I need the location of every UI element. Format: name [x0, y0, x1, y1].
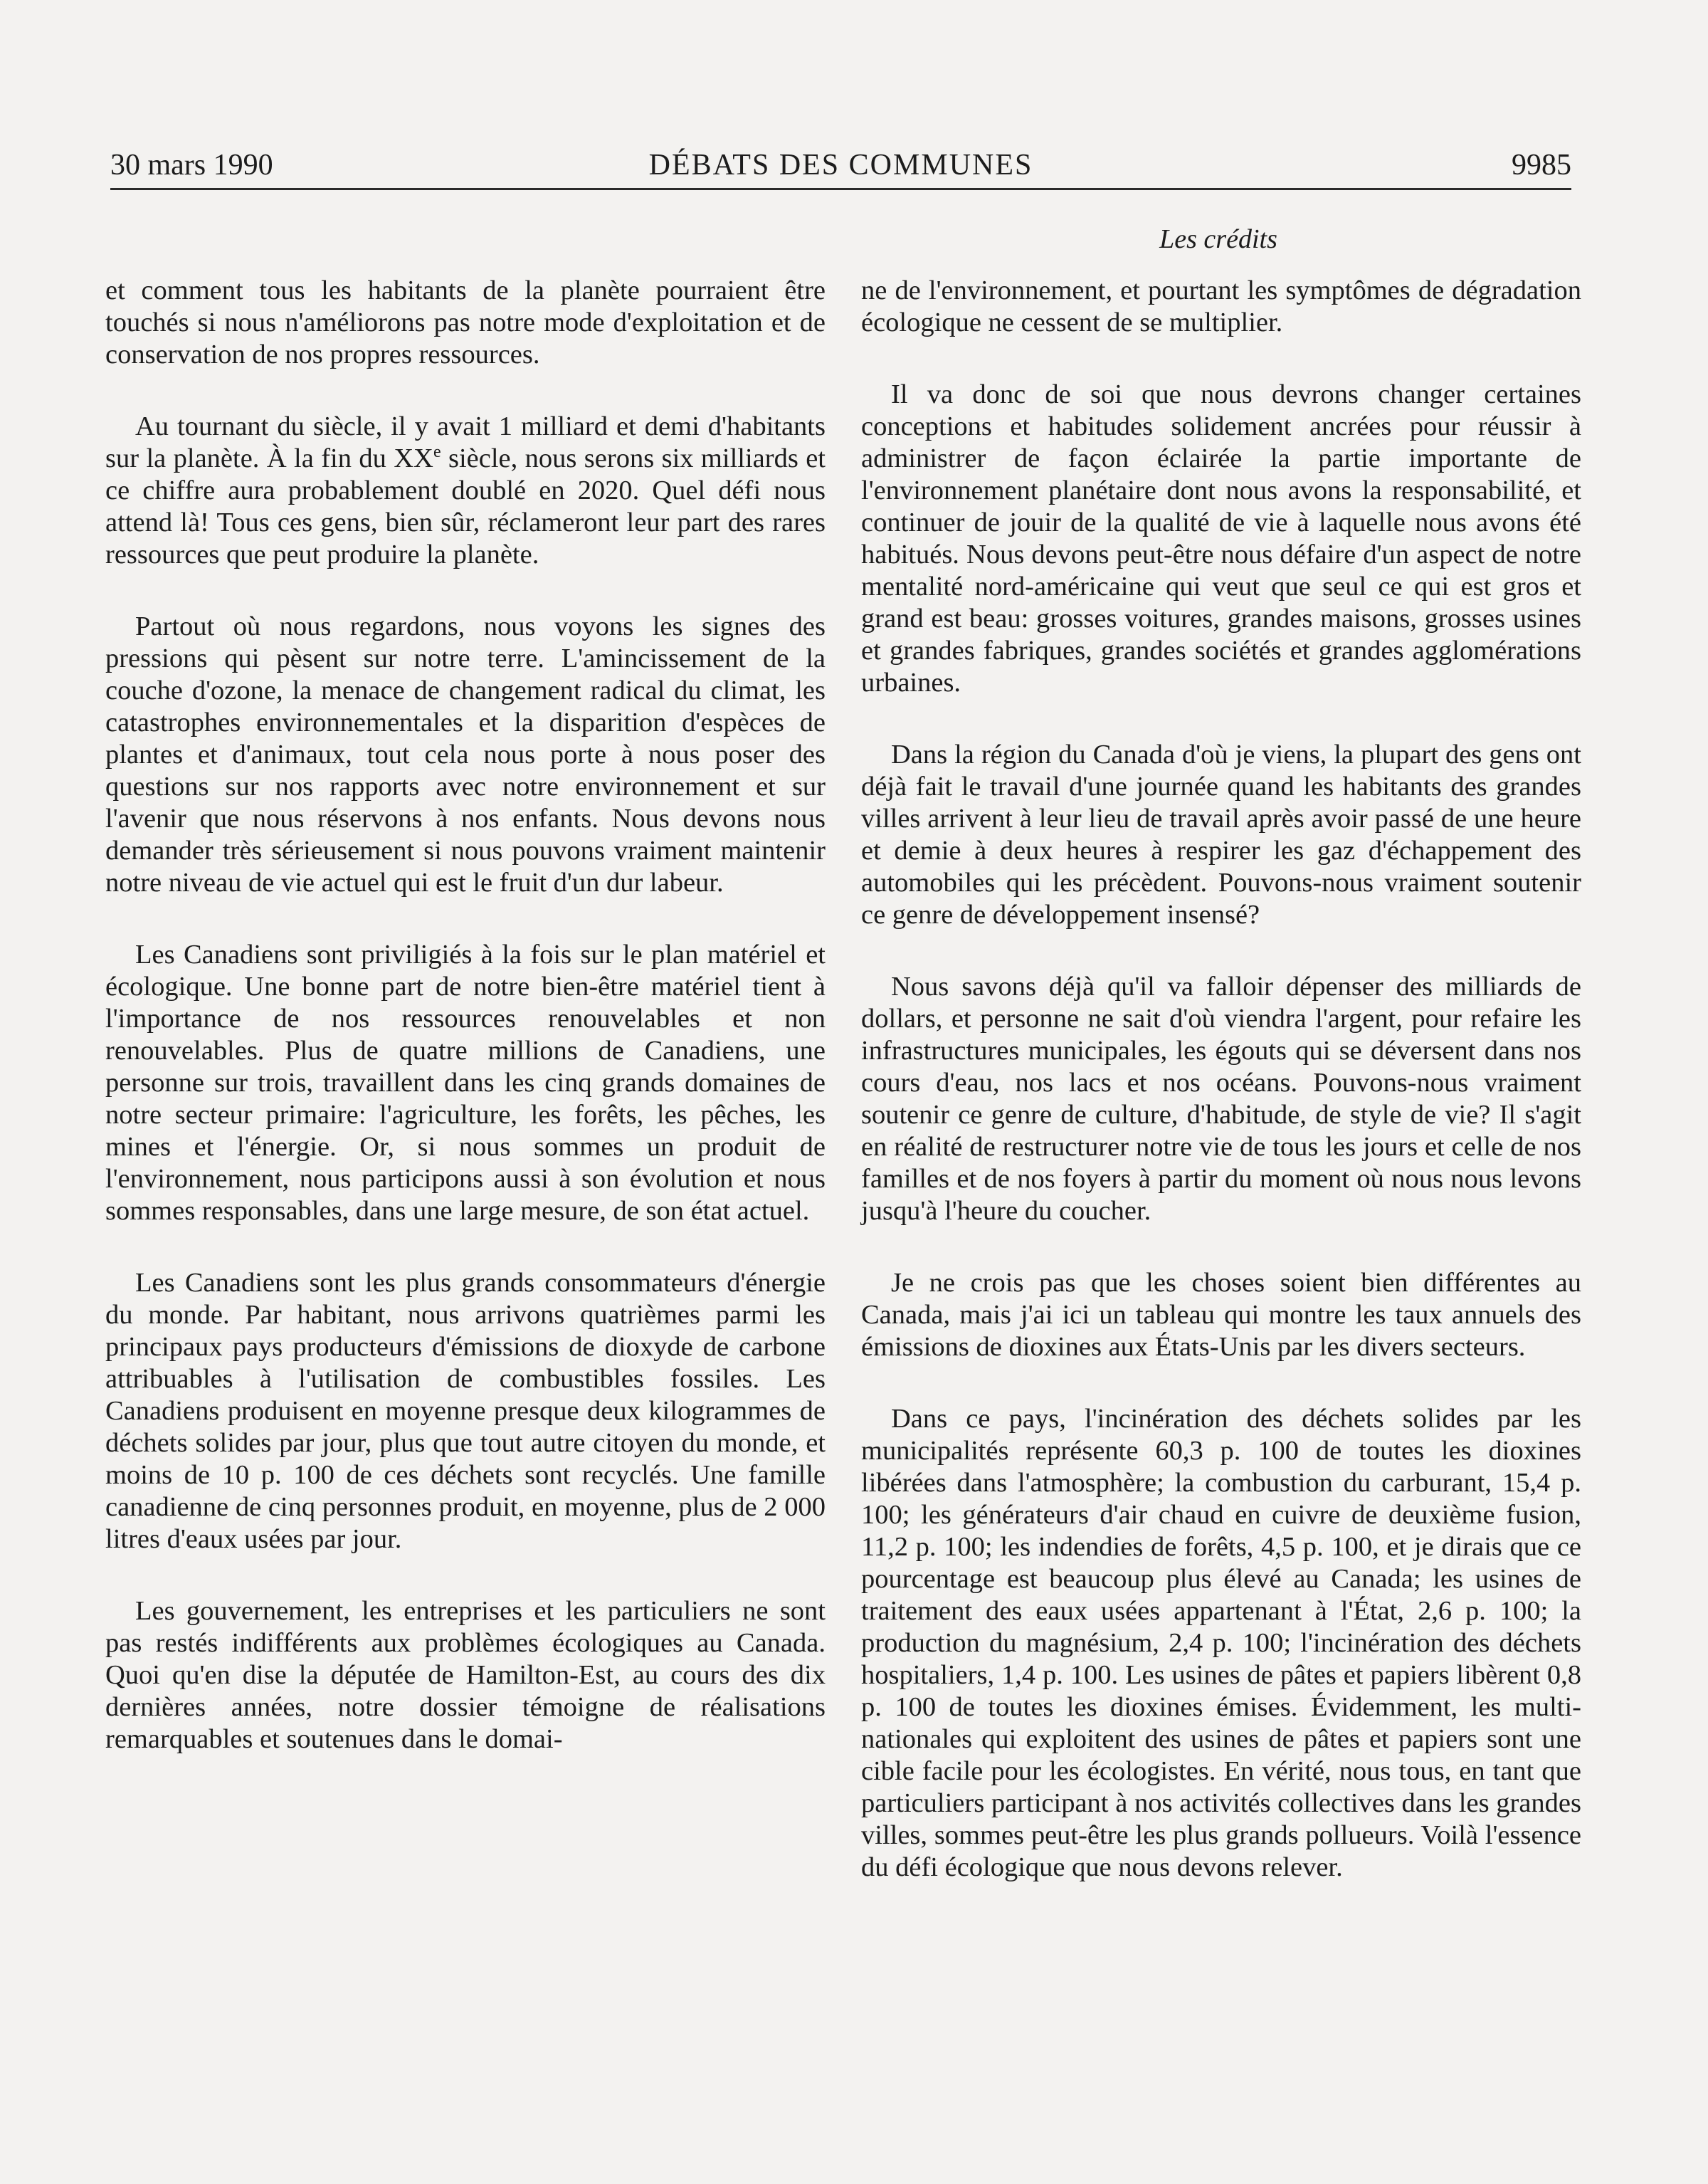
paragraph: Je ne crois pas que les choses soient bien différentes au Canada, mais j'ai ici un tableau qui montre les taux annuels des émissions de dioxines aux États-Unis par les divers secteurs.	[861, 1268, 1581, 1362]
paragraph-text: siècle, nous serons six milliards et ce chiffre aura probablement doublé en 2020. Quel défi nous attend là! Tous ces gens, bien sûr, réclameront leur part des rares ressources que peut produire la planète.	[105, 443, 826, 569]
paragraph: Il va donc de soi que nous devrons changer certaines conceptions et habitudes solidement ancrées pour réussir à administrer de façon éclairée la partie importante de l'environnement planétaire dont nous avons la responsabilité, et continuer de jouir de la qualité de vie à laquelle nous avons été habitués. Nous devons peut-être nous défaire d'un aspect de notre mentalité nord-américaine qui veut que seul ce qui est gros et grand est beau: grosses voitures, grandes maisons, grosses usines et grandes fabriques, grandes sociétés et grandes agglomérations urbaines.	[861, 379, 1581, 698]
header-date: 30 mars 1990	[110, 149, 273, 182]
paragraph-text: Au tournant du siècle, il y avait 1 milliard et demi d'habitants sur la planète. À la fin du XX	[105, 411, 826, 473]
right-column	[861, 275, 1581, 1923]
paragraph: ne de l'environnement, et pourtant les symptômes de dégradation écologique ne cessent de se multiplier.	[861, 275, 1581, 337]
superscript: e	[433, 443, 441, 461]
paragraph: Dans ce pays, l'incinération des déchets solides par les municipalités représente 60,3 p. 100 de toutes les dioxines libérées dans l'atmosphère; la combustion du carburant, 15,4 p. 100; les générateurs d'air chaud en cuivre de deuxième fusion, 11,2 p. 100; les indendies de forêts, 4,5 p. 100, et je dirais que ce pourcentage est beaucoup plus élevé au Canada; les usines de traitement des eaux usées appartenant à l'État, 2,6 p. 100; la production du magnésium, 2,4 p. 100; l'incinération des déchets hospitaliers, 1,4 p. 100. Les usines de pâtes et papiers libèrent 0,8 p. 100 de toutes les dioxines émises. Évidemment, les multinationales qui exploitent des usines de pâtes et papiers sont une cible facile pour les écologistes. En vérité, nous tous, en tant que particuliers participant à nos activités collectives dans les grandes villes, sommes peut-être les plus grands pollueurs. Voilà l'essence du défi écologique que nous devons relever.	[861, 1404, 1581, 1882]
paragraph: Les Canadiens sont les plus grands consommateurs d'énergie du monde. Par habitant, nous arrivons quatrièmes parmi les principaux pays producteurs d'émissions de dioxyde de carbone attribuables à l'utilisation de combustibles fossiles. Les Canadiens produisent en moyenne presque deux kilogrammes de déchets solides par jour, plus que tout autre citoyen du monde, et moins de 10 p. 100 de ces déchets sont recyclés. Une famille canadienne de cinq personnes produit, en moyenne, plus de 2 000 litres d'eaux usées par jour.	[105, 1268, 826, 1554]
paragraph: Partout où nous regardons, nous voyons les signes des pressions qui pèsent sur notre terre. L'amincissement de la couche d'ozone, la menace de changement radical du climat, les catastrophes environnementales et la disparition d'espèces de plantes et d'animaux, tout cela nous porte à nous poser des questions sur nos rapports avec notre environnement et sur l'avenir que nous réservons à nos enfants. Nous devons nous demander très sérieusement si nous pouvons vraiment maintenir notre niveau de vie actuel qui est le fruit d'un dur labeur.	[105, 611, 826, 898]
header-page-number: 9985	[1512, 149, 1571, 182]
paragraph: et comment tous les habitants de la planète pourraient être touchés si nous n'améliorons pas notre mode d'exploitation et de conservation de nos propres ressources.	[105, 275, 826, 369]
page-header	[110, 145, 1571, 190]
paragraph: Dans la région du Canada d'où je viens, la plupart des gens ont déjà fait le travail d'une journée quand les habitants des grandes villes arrivent à leur lieu de travail après avoir passé de une heure et demie à deux heures à respirer les gaz d'échappement des automobiles qui les précèdent. Pouvons-nous vraiment soutenir ce genre de développement insensé?	[861, 740, 1581, 930]
header-title: DÉBATS DES COMMUNES	[648, 149, 1033, 182]
paragraph: Nous savons déjà qu'il va falloir dépenser des milliards de dollars, et personne ne sait d'où viendra l'argent, pour refaire les infrastructures municipales, les égouts qui se déversent dans nos cours d'eau, nos lacs et nos océans. Pouvons-nous vraiment soutenir ce genre de culture, d'habitude, de style de vie? Il s'agit en réalité de restructurer notre vie de tous les jours et celle de nos familles et de nos foyers à partir du moment où nous nous levons jusqu'à l'heure du coucher.	[861, 972, 1581, 1226]
paragraph	[105, 411, 826, 571]
left-column	[105, 275, 826, 1795]
paragraph: Les Canadiens sont priviligiés à la fois sur le plan matériel et écologique. Une bonne part de notre bien-être matériel tient à l'importance de nos ressources renouvelables et non renouvelables. Plus de quatre millions de Canadiens, une personne sur trois, travaillent dans les cinq grands domaines de notre secteur primaire: l'agriculture, les forêts, les pêches, les mines et l'énergie. Or, si nous sommes un produit de l'environnement, nous participons aussi à son évolution et nous sommes responsables, dans une large mesure, de son état actuel.	[105, 940, 826, 1226]
section-title: Les crédits	[1159, 224, 1277, 254]
paragraph: Les gouvernement, les entreprises et les particuliers ne sont pas restés indifférents aux problèmes écologiques au Canada. Quoi qu'en dise la députée de Hamilton-Est, au cours des dix dernières années, notre dossier témoigne de réalisations remarquables et soutenues dans le domai-	[105, 1596, 826, 1754]
